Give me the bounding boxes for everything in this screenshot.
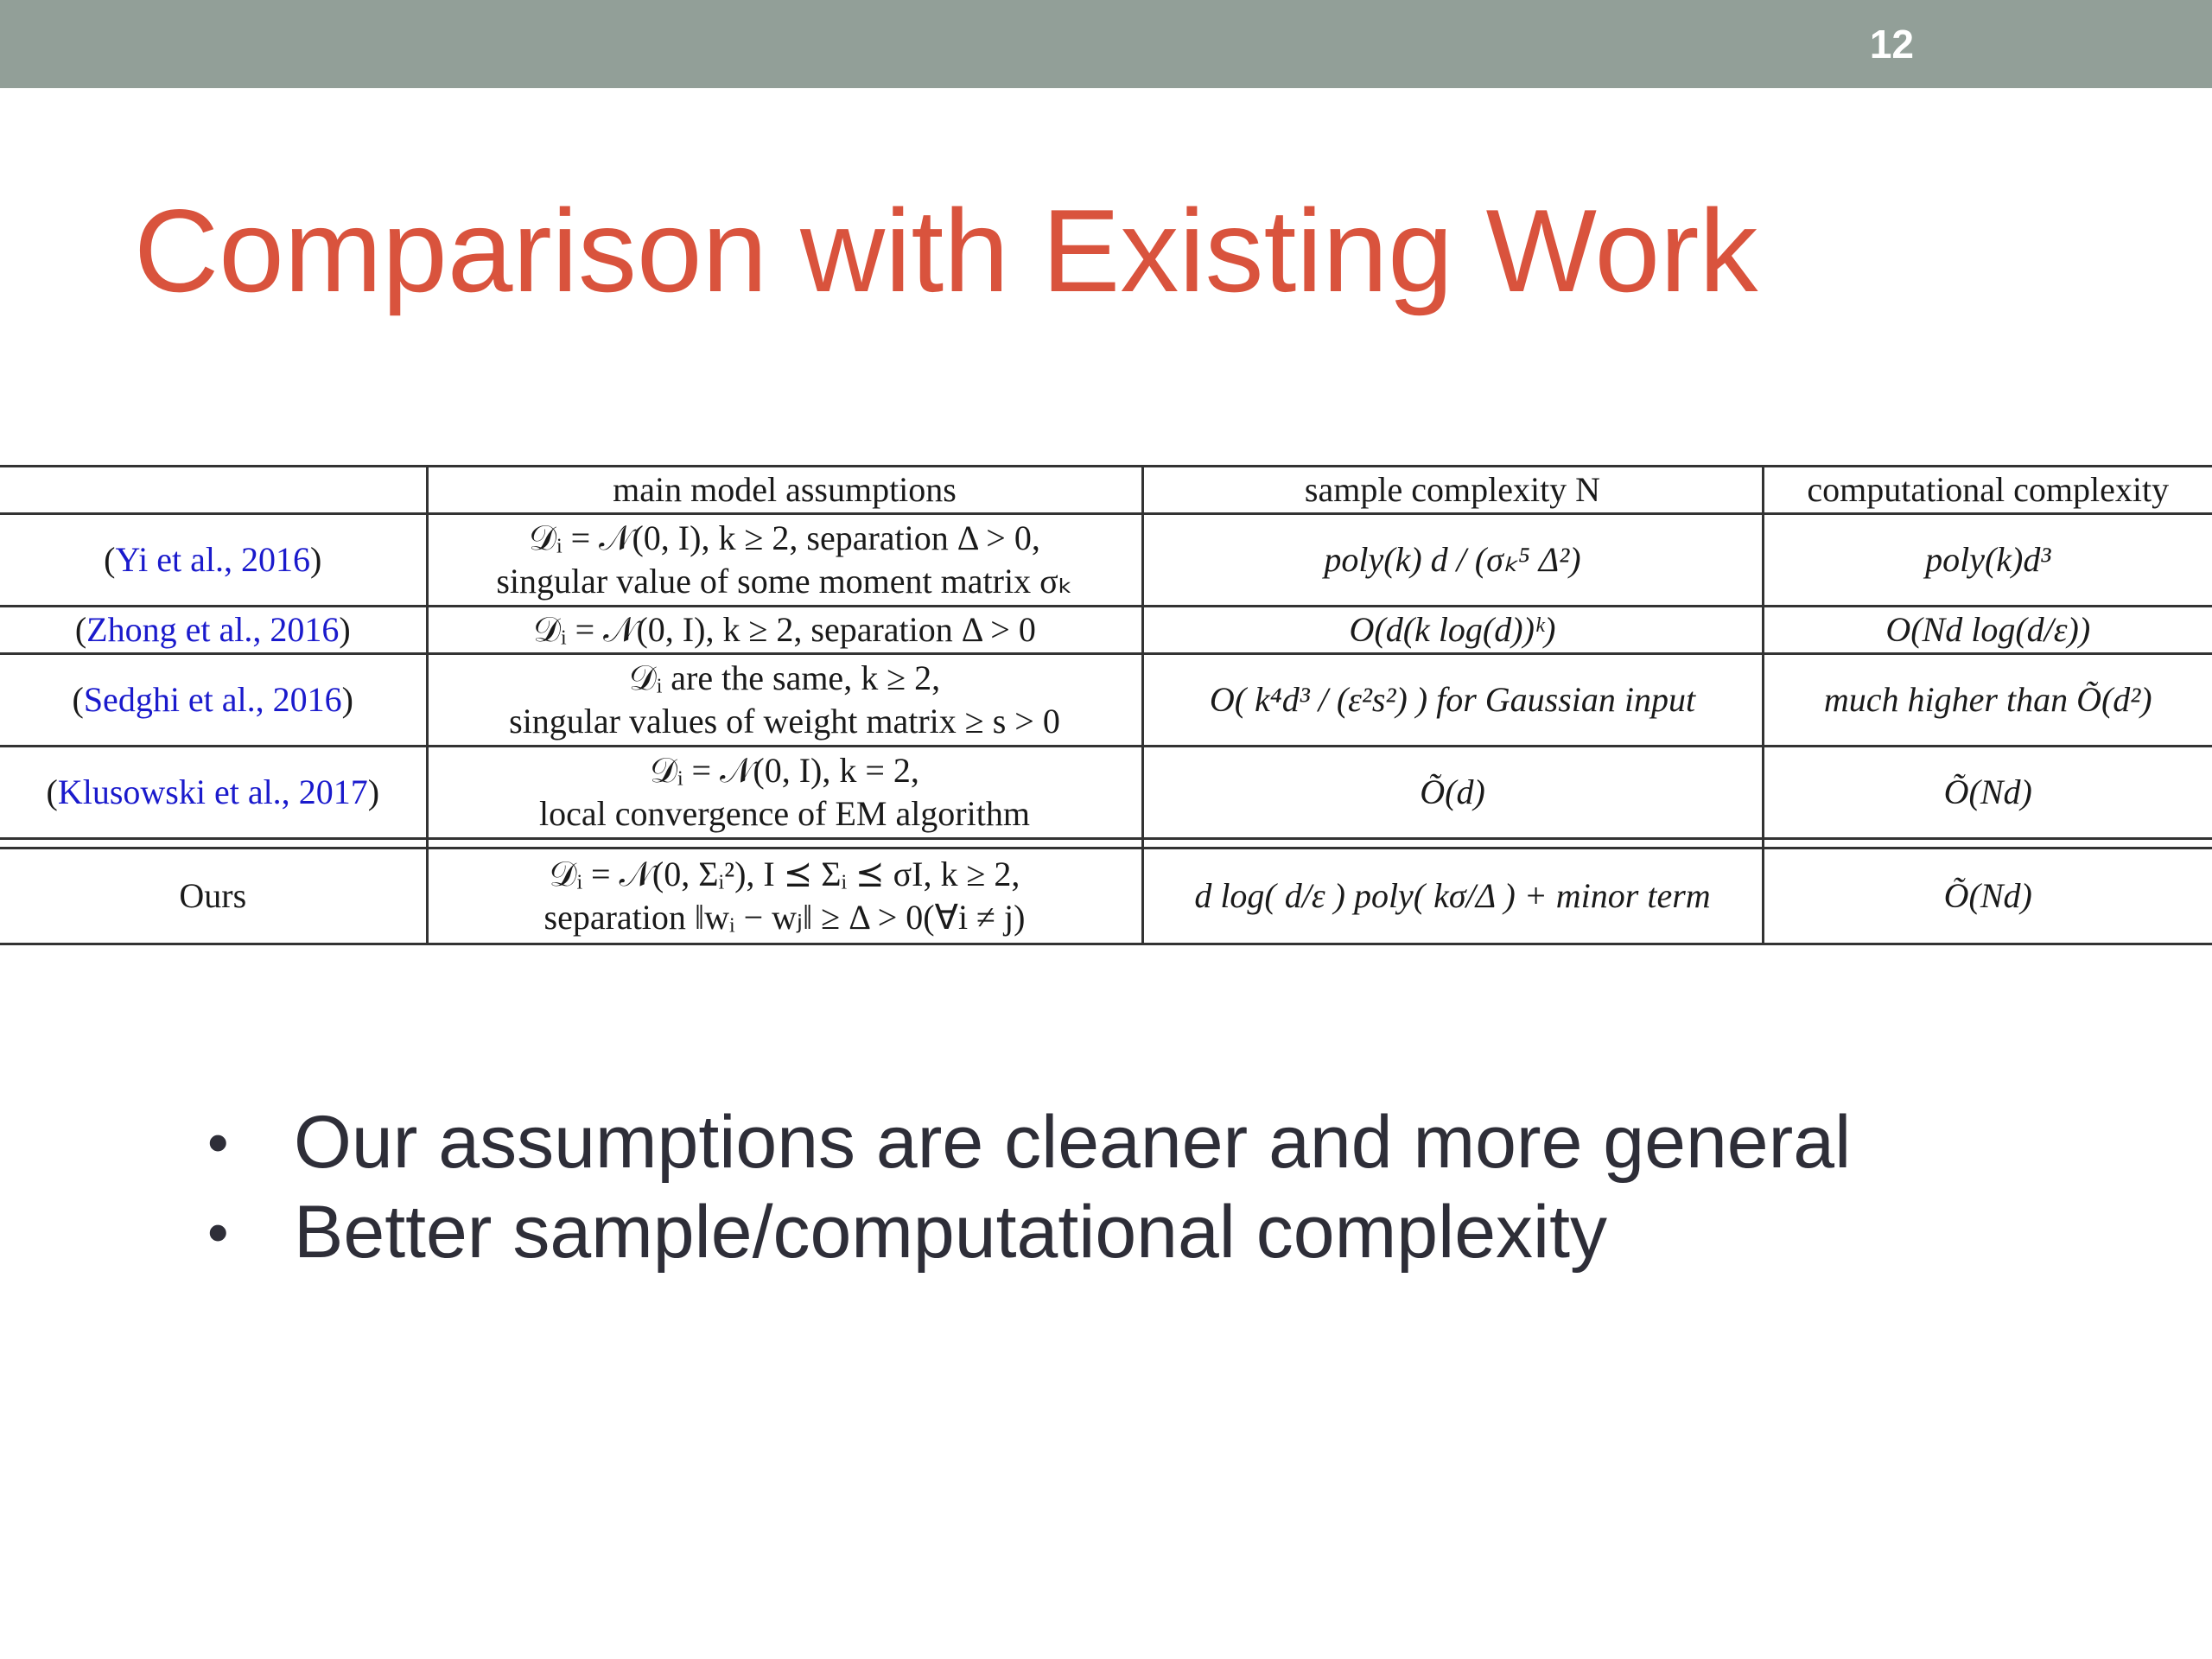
assumptions-cell [427, 514, 1142, 607]
reference-cell: (Sedghi et al., 2016) [0, 654, 427, 747]
bullet-list [207, 1097, 1851, 1277]
assumptions-line: 𝒟ᵢ = 𝒩(0, I), k ≥ 2, separation Δ > 0, [529, 518, 1040, 557]
bullet-text: Better sample/computational complexity [294, 1191, 1608, 1274]
slide-title: Comparison with Existing Work [134, 185, 1758, 316]
bullet-item [207, 1097, 1851, 1187]
assumptions-cell [427, 654, 1142, 747]
assumptions-line: 𝒟ᵢ = 𝒩(0, Σᵢ²), I ⪯ Σᵢ ⪯ σI, k ≥ 2, [549, 855, 1020, 893]
header-computational-complexity: computational complexity [1763, 467, 2212, 514]
bullet-text: Our assumptions are cleaner and more general [294, 1101, 1852, 1184]
reference-cell: (Zhong et al., 2016) [0, 607, 427, 654]
header-assumptions: main model assumptions [427, 467, 1142, 514]
reference-cell: Ours [0, 849, 427, 944]
reference-cell: (Yi et al., 2016) [0, 514, 427, 607]
computational-complexity-cell: O(Nd log(d/ε)) [1763, 607, 2212, 654]
assumptions-line: 𝒟ᵢ are the same, k ≥ 2, [628, 658, 941, 697]
citation-link[interactable]: Zhong et al., 2016 [86, 610, 340, 649]
citation-link[interactable]: Klusowski et al., 2017 [57, 772, 368, 811]
table-row [0, 747, 2212, 839]
header-sample-complexity: sample complexity N [1142, 467, 1763, 514]
table-separator [0, 839, 2212, 849]
assumptions-line: local convergence of EM algorithm [539, 794, 1030, 833]
slide-page-number: 12 [1869, 22, 1914, 67]
table-row [0, 607, 2212, 654]
comparison-table-container [0, 465, 2212, 945]
assumptions-line: singular value of some moment matrix σₖ [496, 562, 1073, 601]
computational-complexity-cell: poly(k)d³ [1763, 514, 2212, 607]
sample-complexity-cell: poly(k) d / (σₖ⁵ Δ²) [1142, 514, 1763, 607]
assumptions-line: 𝒟ᵢ = 𝒩(0, I), k = 2, [650, 751, 919, 790]
table-header-row [0, 467, 2212, 514]
bullet-icon: • [207, 1109, 229, 1176]
assumptions-cell [427, 747, 1142, 839]
computational-complexity-cell: Õ(Nd) [1763, 849, 2212, 944]
header-reference [0, 467, 427, 514]
assumptions-line: separation ‖wᵢ − wⱼ‖ ≥ Δ > 0(∀i ≠ j) [543, 898, 1026, 937]
assumptions-cell [427, 607, 1142, 654]
assumptions-cell [427, 849, 1142, 944]
sample-complexity-cell: O(d(k log(d))ᵏ) [1142, 607, 1763, 654]
citation-link[interactable]: Sedghi et al., 2016 [83, 680, 342, 719]
comparison-table [0, 465, 2212, 945]
computational-complexity-cell: Õ(Nd) [1763, 747, 2212, 839]
bullet-item [207, 1187, 1851, 1277]
assumptions-line: 𝒟ᵢ = 𝒩(0, I), k ≥ 2, separation Δ > 0 [533, 610, 1036, 649]
sample-complexity-cell: Õ(d) [1142, 747, 1763, 839]
reference-cell: (Klusowski et al., 2017) [0, 747, 427, 839]
sample-complexity-cell: d log( d/ε ) poly( kσ/Δ ) + minor term [1142, 849, 1763, 944]
assumptions-line: singular values of weight matrix ≥ s > 0 [509, 702, 1060, 741]
table-row-ours [0, 849, 2212, 944]
sample-complexity-cell: O( k⁴d³ / (ε²s²) ) for Gaussian input [1142, 654, 1763, 747]
table-row [0, 654, 2212, 747]
slide-header-bar [0, 0, 2212, 88]
citation-link[interactable]: Yi et al., 2016 [115, 540, 311, 579]
table-row [0, 514, 2212, 607]
computational-complexity-cell: much higher than Õ(d²) [1763, 654, 2212, 747]
bullet-icon: • [207, 1198, 229, 1266]
